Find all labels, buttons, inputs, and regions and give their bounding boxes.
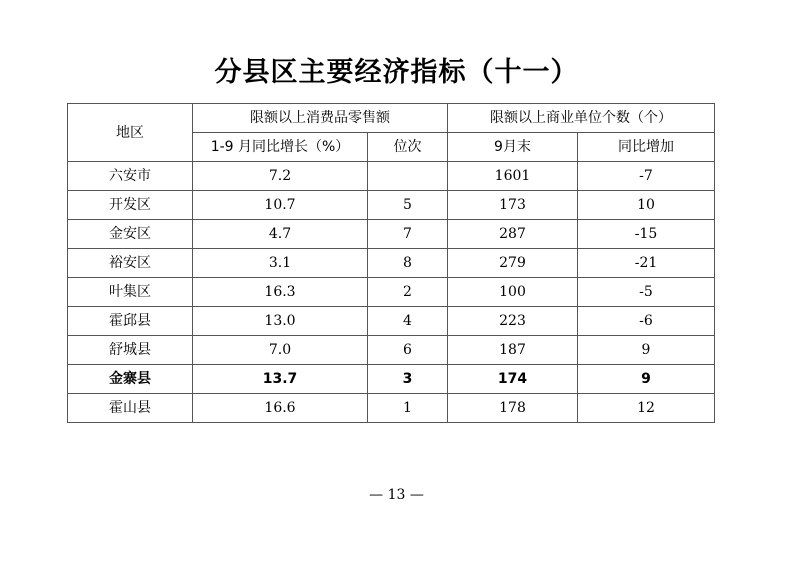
cell-rank (368, 162, 448, 191)
cell-rank: 7 (368, 220, 448, 249)
cell-rank: 4 (368, 307, 448, 336)
cell-increase: 9 (578, 365, 715, 394)
cell-region: 开发区 (68, 191, 193, 220)
cell-increase: -21 (578, 249, 715, 278)
cell-units: 287 (448, 220, 578, 249)
cell-growth: 10.7 (193, 191, 368, 220)
table-row (68, 365, 715, 394)
cell-units: 279 (448, 249, 578, 278)
cell-increase: -5 (578, 278, 715, 307)
cell-units: 174 (448, 365, 578, 394)
cell-rank: 3 (368, 365, 448, 394)
cell-growth: 7.2 (193, 162, 368, 191)
header-yoy-increase: 同比增加 (578, 133, 715, 162)
cell-rank: 2 (368, 278, 448, 307)
cell-units: 1601 (448, 162, 578, 191)
cell-region: 舒城县 (68, 336, 193, 365)
cell-region: 霍山县 (68, 394, 193, 423)
cell-rank: 5 (368, 191, 448, 220)
table-row (68, 191, 715, 220)
cell-increase: -6 (578, 307, 715, 336)
cell-units: 100 (448, 278, 578, 307)
cell-increase: 10 (578, 191, 715, 220)
cell-growth: 7.0 (193, 336, 368, 365)
table-row (68, 307, 715, 336)
cell-growth: 4.7 (193, 220, 368, 249)
cell-growth: 3.1 (193, 249, 368, 278)
economic-indicators-table (67, 103, 715, 423)
cell-region: 六安市 (68, 162, 193, 191)
header-commercial-units: 限额以上商业单位个数（个） (448, 104, 715, 133)
cell-growth: 16.6 (193, 394, 368, 423)
cell-region: 叶集区 (68, 278, 193, 307)
table-row (68, 394, 715, 423)
cell-rank: 6 (368, 336, 448, 365)
header-rank: 位次 (368, 133, 448, 162)
cell-rank: 1 (368, 394, 448, 423)
cell-increase: -15 (578, 220, 715, 249)
cell-increase: 9 (578, 336, 715, 365)
table-row (68, 249, 715, 278)
cell-units: 178 (448, 394, 578, 423)
header-retail-sales: 限额以上消费品零售额 (193, 104, 448, 133)
cell-rank: 8 (368, 249, 448, 278)
header-region: 地区 (68, 104, 193, 162)
table-row (68, 220, 715, 249)
cell-growth: 13.0 (193, 307, 368, 336)
cell-region: 裕安区 (68, 249, 193, 278)
header-growth: 1-9 月同比增长（%） (193, 133, 368, 162)
cell-region: 霍邱县 (68, 307, 193, 336)
header-row-groups (68, 104, 715, 133)
cell-units: 223 (448, 307, 578, 336)
page-title: 分县区主要经济指标（十一） (214, 57, 579, 88)
table-row (68, 162, 715, 191)
cell-growth: 13.7 (193, 365, 368, 394)
cell-region: 金安区 (68, 220, 193, 249)
table-row (68, 278, 715, 307)
cell-increase: 12 (578, 394, 715, 423)
header-end-sept: 9月末 (448, 133, 578, 162)
cell-region: 金寨县 (68, 365, 193, 394)
table-row (68, 336, 715, 365)
cell-units: 173 (448, 191, 578, 220)
cell-increase: -7 (578, 162, 715, 191)
cell-growth: 16.3 (193, 278, 368, 307)
page-number: — 13 — (369, 487, 424, 503)
cell-units: 187 (448, 336, 578, 365)
